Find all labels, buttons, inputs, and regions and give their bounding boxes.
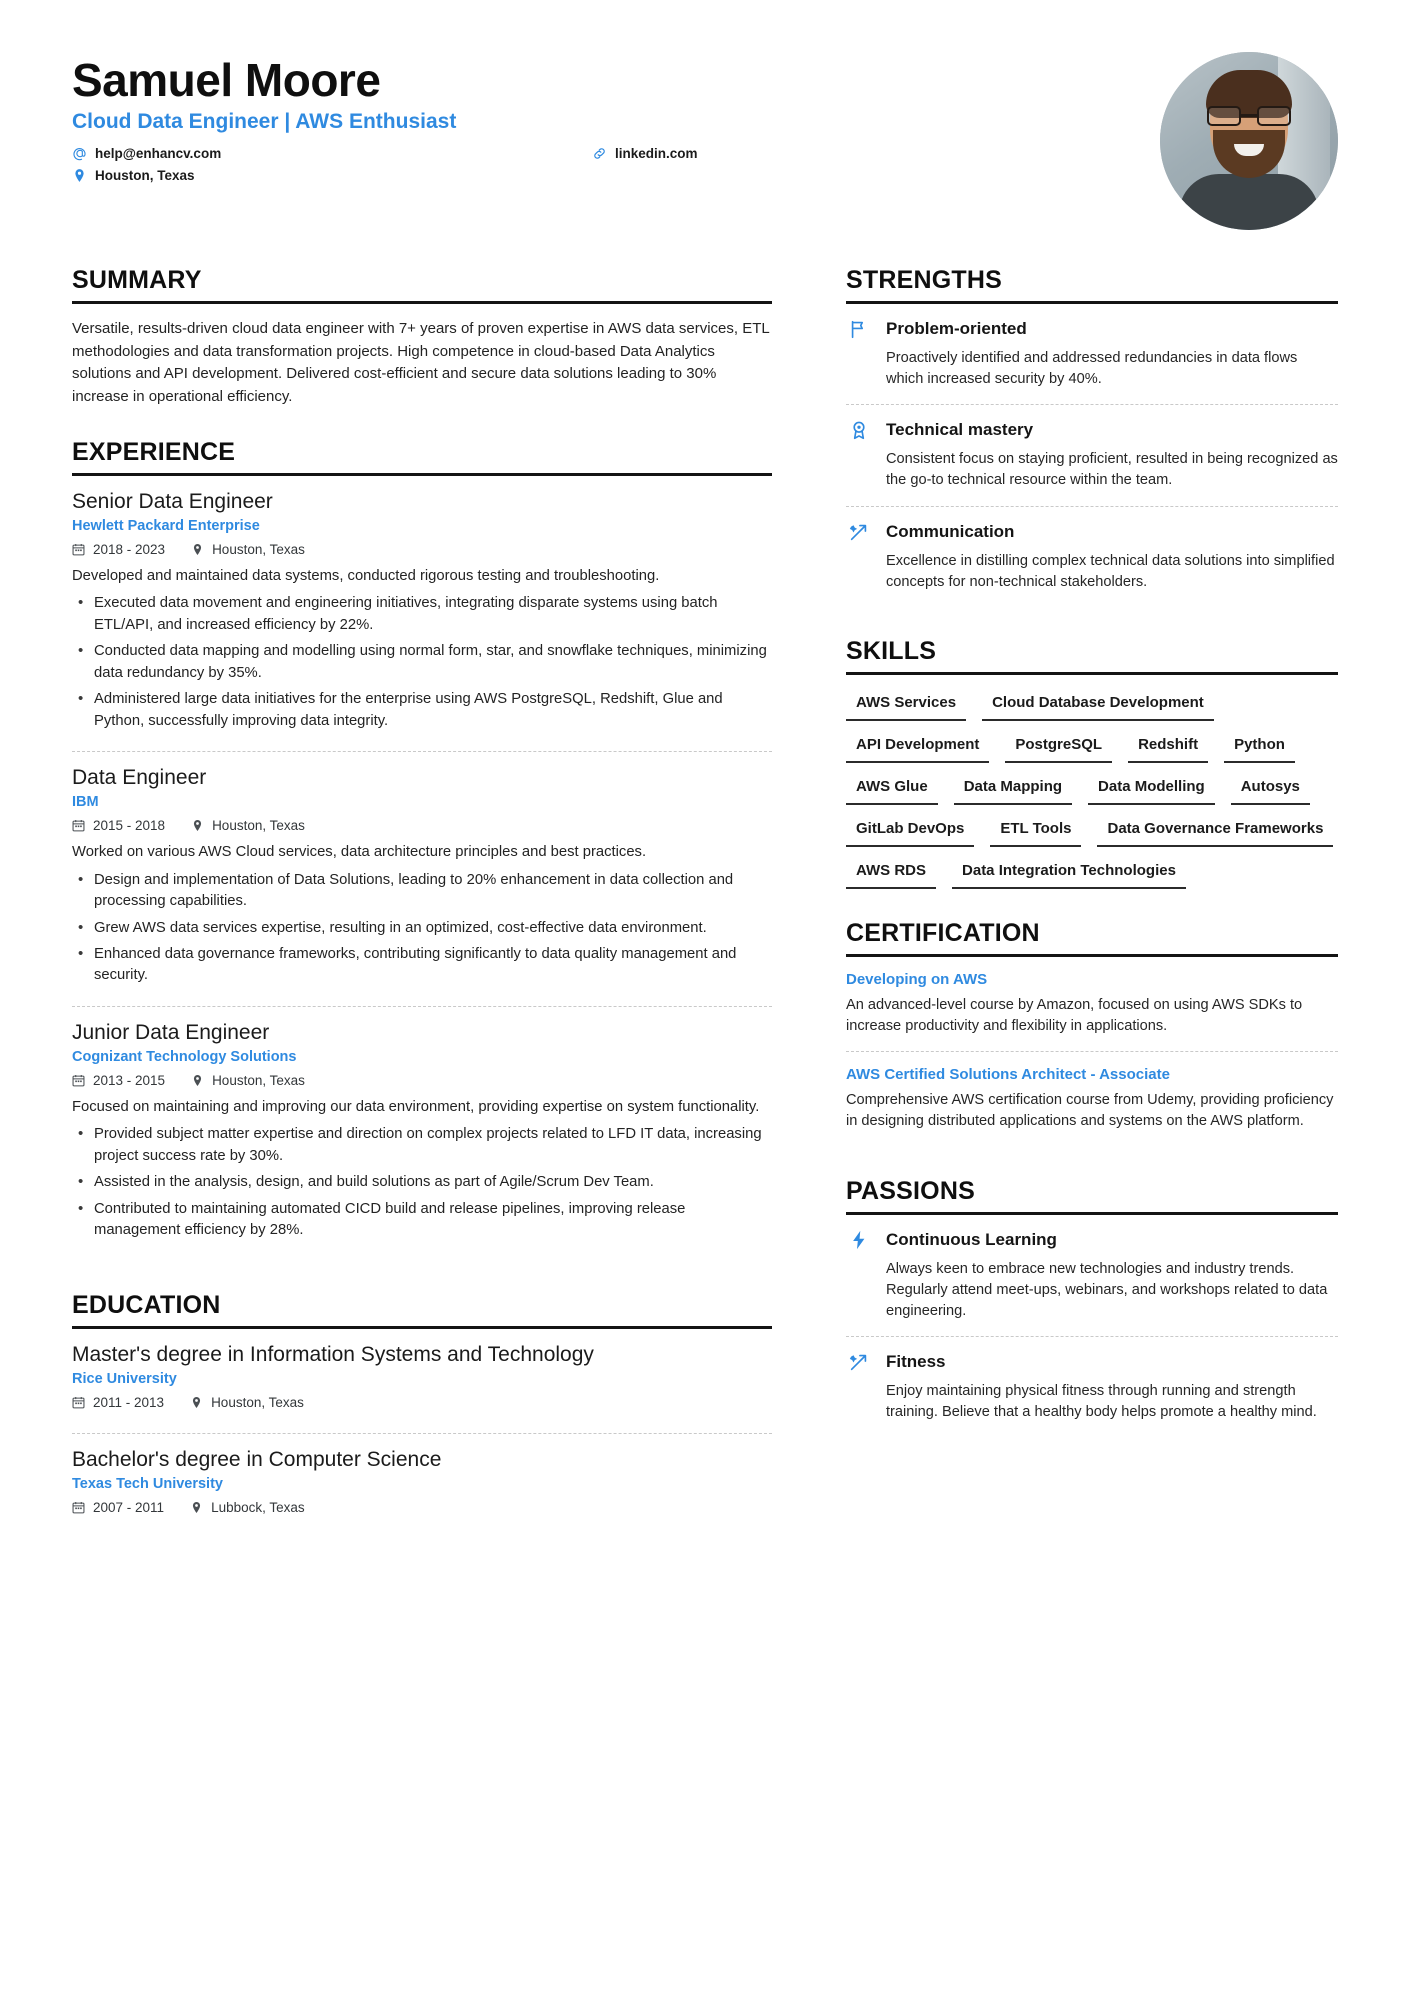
strength-item bbox=[846, 318, 1338, 405]
experience-dates bbox=[72, 818, 165, 833]
skills-heading: SKILLS bbox=[846, 637, 1338, 675]
at-icon bbox=[72, 146, 87, 161]
skill-tag: GitLab DevOps bbox=[846, 815, 974, 847]
experience-heading: EXPERIENCE bbox=[72, 438, 772, 476]
contact-location-text: Houston, Texas bbox=[95, 168, 195, 184]
strength-text: Excellence in distilling complex technical data solutions into simplified concepts for non-technical stakeholders. bbox=[886, 552, 1335, 590]
contact-list bbox=[72, 146, 698, 183]
passion-item bbox=[846, 1229, 1338, 1337]
skill-tag: Data Mapping bbox=[954, 773, 1072, 805]
experience-location bbox=[191, 542, 305, 557]
experience-location bbox=[191, 818, 305, 833]
skill-tag: Data Integration Technologies bbox=[952, 857, 1186, 889]
education-dates bbox=[72, 1395, 164, 1410]
experience-role: Data Engineer bbox=[72, 766, 207, 790]
location-pin-icon bbox=[191, 1074, 204, 1087]
experience-location-text: Houston, Texas bbox=[212, 818, 305, 834]
contact-link[interactable] bbox=[592, 146, 698, 161]
left-column bbox=[72, 266, 772, 1568]
avatar bbox=[1160, 52, 1338, 230]
strength-header bbox=[846, 419, 1338, 441]
strength-item bbox=[846, 419, 1338, 506]
education-school[interactable]: Rice University bbox=[72, 1370, 177, 1387]
section-education bbox=[72, 1291, 772, 1538]
experience-description: Worked on various AWS Cloud services, data architecture principles and best practices. bbox=[72, 844, 647, 861]
strength-text: Consistent focus on staying proficient, resulted in being recognized as the go-to technical resource within the team. bbox=[886, 451, 1338, 489]
experience-bullet: • Administered large data initiatives for the enterprise using AWS PostgreSQL, Redshift, Glue and Python, successfully improving data integrity. bbox=[72, 689, 772, 732]
passion-text: Always keen to embrace new technologies and industry trends. Regularly attend meet-ups, webinars, and workshops related to data engineering. bbox=[886, 1260, 1328, 1319]
location-pin-icon bbox=[190, 1396, 203, 1409]
avatar-glasses-bridge bbox=[1241, 114, 1257, 117]
strength-title: Problem-oriented bbox=[886, 319, 1027, 338]
education-location bbox=[190, 1500, 305, 1515]
strength-header bbox=[846, 521, 1338, 543]
experience-dates-text: 2018 - 2023 bbox=[93, 542, 166, 557]
calendar-icon bbox=[72, 1501, 85, 1514]
section-passions bbox=[846, 1177, 1338, 1438]
passion-title: Fitness bbox=[886, 1352, 946, 1372]
experience-bullet: • Grew AWS data services expertise, resulting in an optimized, cost-effective data environment. bbox=[72, 918, 772, 939]
resume-columns bbox=[72, 266, 1338, 1568]
contact-location bbox=[72, 168, 592, 183]
skill-tag: API Development bbox=[846, 731, 989, 763]
location-pin-icon bbox=[72, 168, 87, 183]
summary-heading: SUMMARY bbox=[72, 266, 772, 304]
strength-header bbox=[846, 318, 1338, 340]
avatar-lens-left bbox=[1207, 106, 1241, 126]
experience-bullet: • Executed data movement and engineering initiatives, integrating disparate systems using batch ETL/API, and increased efficiency by 22%. bbox=[72, 593, 772, 636]
experience-dates-text: 2013 - 2015 bbox=[93, 1072, 166, 1088]
experience-bullet: • Provided subject matter expertise and direction on complex projects related to LFD IT data, increasing project success rate by 30%. bbox=[72, 1124, 772, 1167]
certification-item bbox=[846, 1066, 1338, 1146]
experience-bullet: • Conducted data mapping and modelling using normal form, star, and snowflake techniques, minimizing data redundancy by 35%. bbox=[72, 641, 772, 684]
skill-tag: Data Modelling bbox=[1088, 773, 1215, 805]
skill-tag: PostgreSQL bbox=[1005, 731, 1112, 763]
education-school[interactable]: Texas Tech University bbox=[72, 1475, 223, 1492]
education-heading: EDUCATION bbox=[72, 1291, 772, 1329]
strengths-heading: STRENGTHS bbox=[846, 266, 1338, 304]
skill-tag: AWS RDS bbox=[846, 857, 936, 889]
skill-tag: Data Governance Frameworks bbox=[1097, 815, 1333, 847]
experience-location-text: Houston, Texas bbox=[212, 1072, 305, 1088]
education-entry bbox=[72, 1343, 772, 1434]
certification-text: Comprehensive AWS certification course from Udemy, providing proficiency in designing distributed applications and systems on the AWS platform. bbox=[846, 1092, 1334, 1130]
education-dates-text: 2007 - 2011 bbox=[93, 1499, 165, 1515]
passion-item bbox=[846, 1351, 1338, 1437]
section-skills bbox=[846, 637, 1338, 889]
summary-text: Versatile, results-driven cloud data engineer with 7+ years of proven expertise in AWS data services, ETL methodologies and data transformation projects. High competence in cloud-based Data Analytics solutions and API development. Delivered cost-efficient and secure data solutions leading to 30% increase in operational efficiency. bbox=[72, 320, 770, 405]
experience-role: Senior Data Engineer bbox=[72, 490, 273, 513]
calendar-icon bbox=[72, 819, 85, 832]
experience-company[interactable]: Cognizant Technology Solutions bbox=[72, 1048, 297, 1065]
location-pin-icon bbox=[190, 1501, 203, 1514]
section-summary bbox=[72, 266, 772, 408]
passion-header bbox=[846, 1351, 1338, 1373]
contact-link-text: linkedin.com bbox=[615, 146, 698, 162]
avatar-lens-right bbox=[1257, 106, 1291, 126]
experience-description: Focused on maintaining and improving our data environment, providing expertise on system functionality. bbox=[72, 1098, 760, 1115]
certification-heading: CERTIFICATION bbox=[846, 919, 1338, 957]
passion-header bbox=[846, 1229, 1338, 1251]
experience-meta bbox=[72, 818, 772, 833]
experience-dates bbox=[72, 1073, 165, 1088]
chart-arrow-icon bbox=[846, 521, 872, 543]
education-location bbox=[190, 1395, 304, 1410]
strength-title: Technical mastery bbox=[886, 420, 1034, 440]
skill-tag: Python bbox=[1224, 731, 1295, 763]
education-dates bbox=[72, 1500, 164, 1515]
experience-bullet: • Assisted in the analysis, design, and build solutions as part of Agile/Scrum Dev Team. bbox=[72, 1172, 772, 1193]
certification-title[interactable]: AWS Certified Solutions Architect - Associate bbox=[846, 1066, 1170, 1084]
contact-email[interactable] bbox=[72, 146, 592, 161]
certification-text: An advanced-level course by Amazon, focused on using AWS SDKs to increase productivity and flexibility in applications. bbox=[846, 996, 1303, 1035]
experience-bullets bbox=[72, 870, 772, 987]
bolt-icon bbox=[846, 1229, 872, 1251]
experience-dates bbox=[72, 542, 165, 557]
education-location-text: Lubbock, Texas bbox=[211, 1499, 305, 1515]
strength-title: Communication bbox=[886, 521, 1015, 541]
strength-item bbox=[846, 521, 1338, 607]
resume-header bbox=[72, 52, 1338, 230]
award-icon bbox=[846, 419, 872, 441]
experience-bullet: • Enhanced data governance frameworks, contributing significantly to data quality management and security. bbox=[72, 944, 772, 987]
avatar-body bbox=[1179, 174, 1319, 230]
section-experience bbox=[72, 438, 772, 1261]
skill-tag: Redshift bbox=[1128, 731, 1208, 763]
experience-description: Developed and maintained data systems, conducted rigorous testing and troubleshooting. bbox=[72, 568, 660, 584]
experience-meta bbox=[72, 1073, 772, 1088]
calendar-icon bbox=[72, 543, 85, 556]
education-entry bbox=[72, 1448, 772, 1538]
education-meta bbox=[72, 1395, 772, 1410]
page-title: Samuel Moore bbox=[72, 54, 381, 106]
job-headline: Cloud Data Engineer | AWS Enthusiast bbox=[72, 110, 457, 134]
strength-text: Proactively identified and addressed redundancies in data flows which increased security by 40%. bbox=[886, 350, 1298, 388]
right-column bbox=[846, 266, 1338, 1467]
experience-role: Junior Data Engineer bbox=[72, 1020, 270, 1044]
experience-company[interactable]: IBM bbox=[72, 794, 99, 811]
experience-dates-text: 2015 - 2018 bbox=[93, 818, 166, 834]
certification-title[interactable]: Developing on AWS bbox=[846, 970, 988, 988]
experience-bullet: • Design and implementation of Data Solutions, leading to 20% enhancement in data collection and processing capabilities. bbox=[72, 870, 772, 913]
experience-bullets bbox=[72, 1124, 772, 1241]
skills-list bbox=[846, 689, 1338, 889]
experience-meta bbox=[72, 542, 772, 557]
experience-location-text: Houston, Texas bbox=[212, 542, 305, 557]
education-degree: Master's degree in Information Systems and Technology bbox=[72, 1342, 594, 1366]
header-text-block bbox=[72, 52, 698, 183]
calendar-icon bbox=[72, 1396, 85, 1409]
experience-location bbox=[191, 1073, 305, 1088]
skill-tag: Cloud Database Development bbox=[982, 689, 1214, 721]
passion-text: Enjoy maintaining physical fitness through running and strength training. Believe that a healthy body helps promote a healthy mind. bbox=[886, 1383, 1317, 1421]
experience-entry bbox=[72, 490, 772, 752]
skill-tag: AWS Services bbox=[846, 689, 966, 721]
experience-bullets bbox=[72, 593, 772, 732]
link-icon bbox=[592, 146, 607, 161]
chart-arrow-icon bbox=[846, 1351, 872, 1373]
location-pin-icon bbox=[191, 543, 204, 556]
experience-entry bbox=[72, 766, 772, 1007]
education-meta bbox=[72, 1500, 772, 1515]
skill-tag: ETL Tools bbox=[990, 815, 1081, 847]
section-strengths bbox=[846, 266, 1338, 607]
education-degree: Bachelor's degree in Computer Science bbox=[72, 1447, 442, 1471]
flag-icon bbox=[846, 318, 872, 340]
location-pin-icon bbox=[191, 819, 204, 832]
experience-entry bbox=[72, 1021, 772, 1261]
passion-title: Continuous Learning bbox=[886, 1229, 1057, 1249]
avatar-glasses bbox=[1207, 106, 1291, 126]
section-certification bbox=[846, 919, 1338, 1147]
calendar-icon bbox=[72, 1074, 85, 1087]
passions-heading: PASSIONS bbox=[846, 1177, 1338, 1215]
contact-email-text: help@enhancv.com bbox=[95, 146, 222, 162]
experience-bullet: • Contributed to maintaining automated CICD build and release pipelines, improving release management efficiency by 28%. bbox=[72, 1199, 772, 1242]
skill-tag: Autosys bbox=[1231, 773, 1310, 805]
education-location-text: Houston, Texas bbox=[211, 1394, 304, 1410]
skill-tag: AWS Glue bbox=[846, 773, 938, 805]
education-dates-text: 2011 - 2013 bbox=[93, 1394, 165, 1410]
certification-item bbox=[846, 971, 1338, 1052]
experience-company[interactable]: Hewlett Packard Enterprise bbox=[72, 518, 260, 534]
